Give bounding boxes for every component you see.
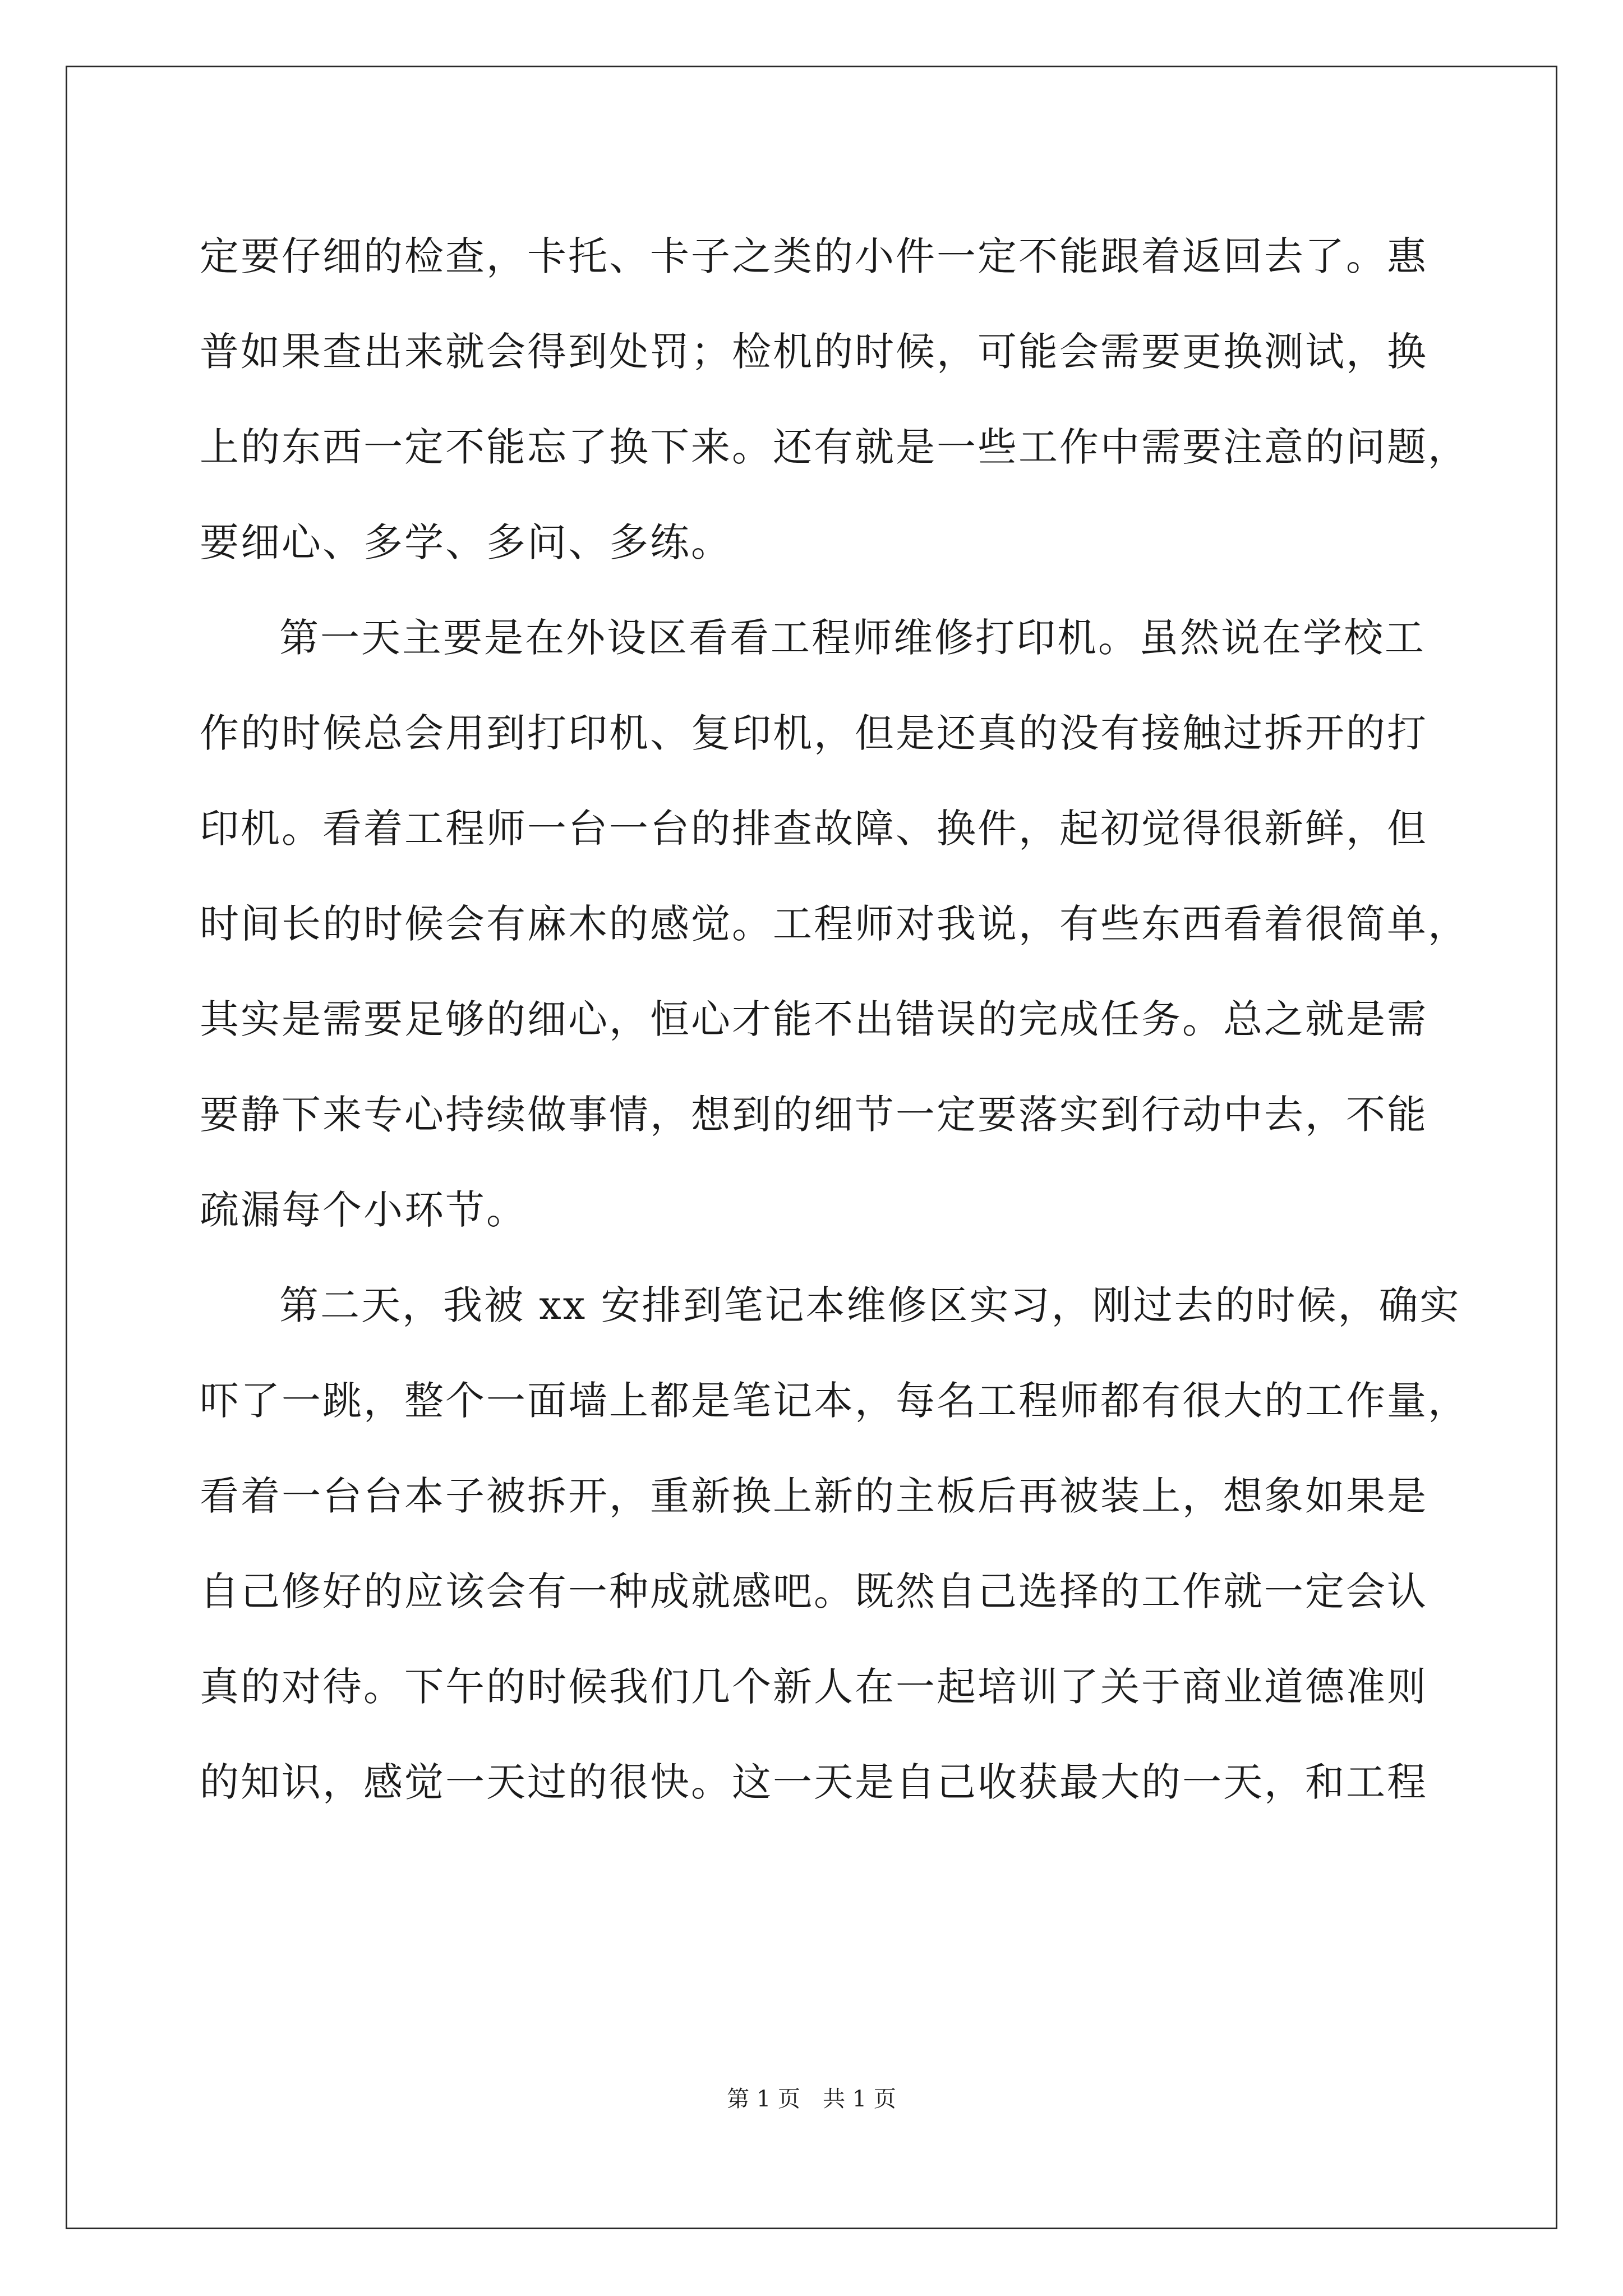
paragraph-line: 自己修好的应该会有一种成就感吧。既然自己选择的工作就一定会认: [200, 1568, 1428, 1614]
paragraph-line: 第二天，我被 xx 安排到笔记本维修区实习，刚过去的时候，确实: [279, 1282, 1461, 1328]
paragraph-line: 的知识，感觉一天过的很快。这一天是自己收获最大的一天，和工程: [200, 1759, 1428, 1805]
paragraph-line: 真的对待。下午的时候我们几个新人在一起培训了关于商业道德准则: [200, 1664, 1428, 1710]
paragraph-line: 吓了一跳，整个一面墙上都是笔记本，每名工程师都有很大的工作量，: [200, 1378, 1469, 1424]
paragraph-line: 定要仔细的检查，卡托、卡子之类的小件一定不能跟着返回去了。惠: [200, 233, 1428, 279]
paragraph-line: 要细心、多学、多问、多练。: [200, 519, 732, 565]
page-number-footer: 第 1 页 共 1 页: [727, 2086, 896, 2112]
paragraph-line: 时间长的时候会有麻木的感觉。工程师对我说，有些东西看着很简单，: [200, 901, 1469, 947]
paragraph-line: 普如果查出来就会得到处罚；检机的时候，可能会需要更换测试，换: [200, 329, 1428, 375]
paragraph-line: 疏漏每个小环节。: [200, 1187, 527, 1233]
paragraph-line: 上的东西一定不能忘了换下来。还有就是一些工作中需要注意的问题，: [200, 424, 1469, 470]
paragraph-line: 其实是需要足够的细心，恒心才能不出错误的完成任务。总之就是需: [200, 996, 1428, 1042]
paragraph-line: 要静下来专心持续做事情，想到的细节一定要落实到行动中去，不能: [200, 1092, 1428, 1138]
paragraph-line: 作的时候总会用到打印机、复印机，但是还真的没有接触过拆开的打: [200, 710, 1428, 756]
document-body: [200, 209, 1469, 1830]
paragraph-line: 第一天主要是在外设区看看工程师维修打印机。虽然说在学校工: [279, 615, 1426, 661]
paragraph-line: 印机。看着工程师一台一台的排查故障、换件，起初觉得很新鲜，但: [200, 806, 1428, 852]
paragraph-line: 看着一台台本子被拆开，重新换上新的主板后再被装上，想象如果是: [200, 1473, 1428, 1519]
